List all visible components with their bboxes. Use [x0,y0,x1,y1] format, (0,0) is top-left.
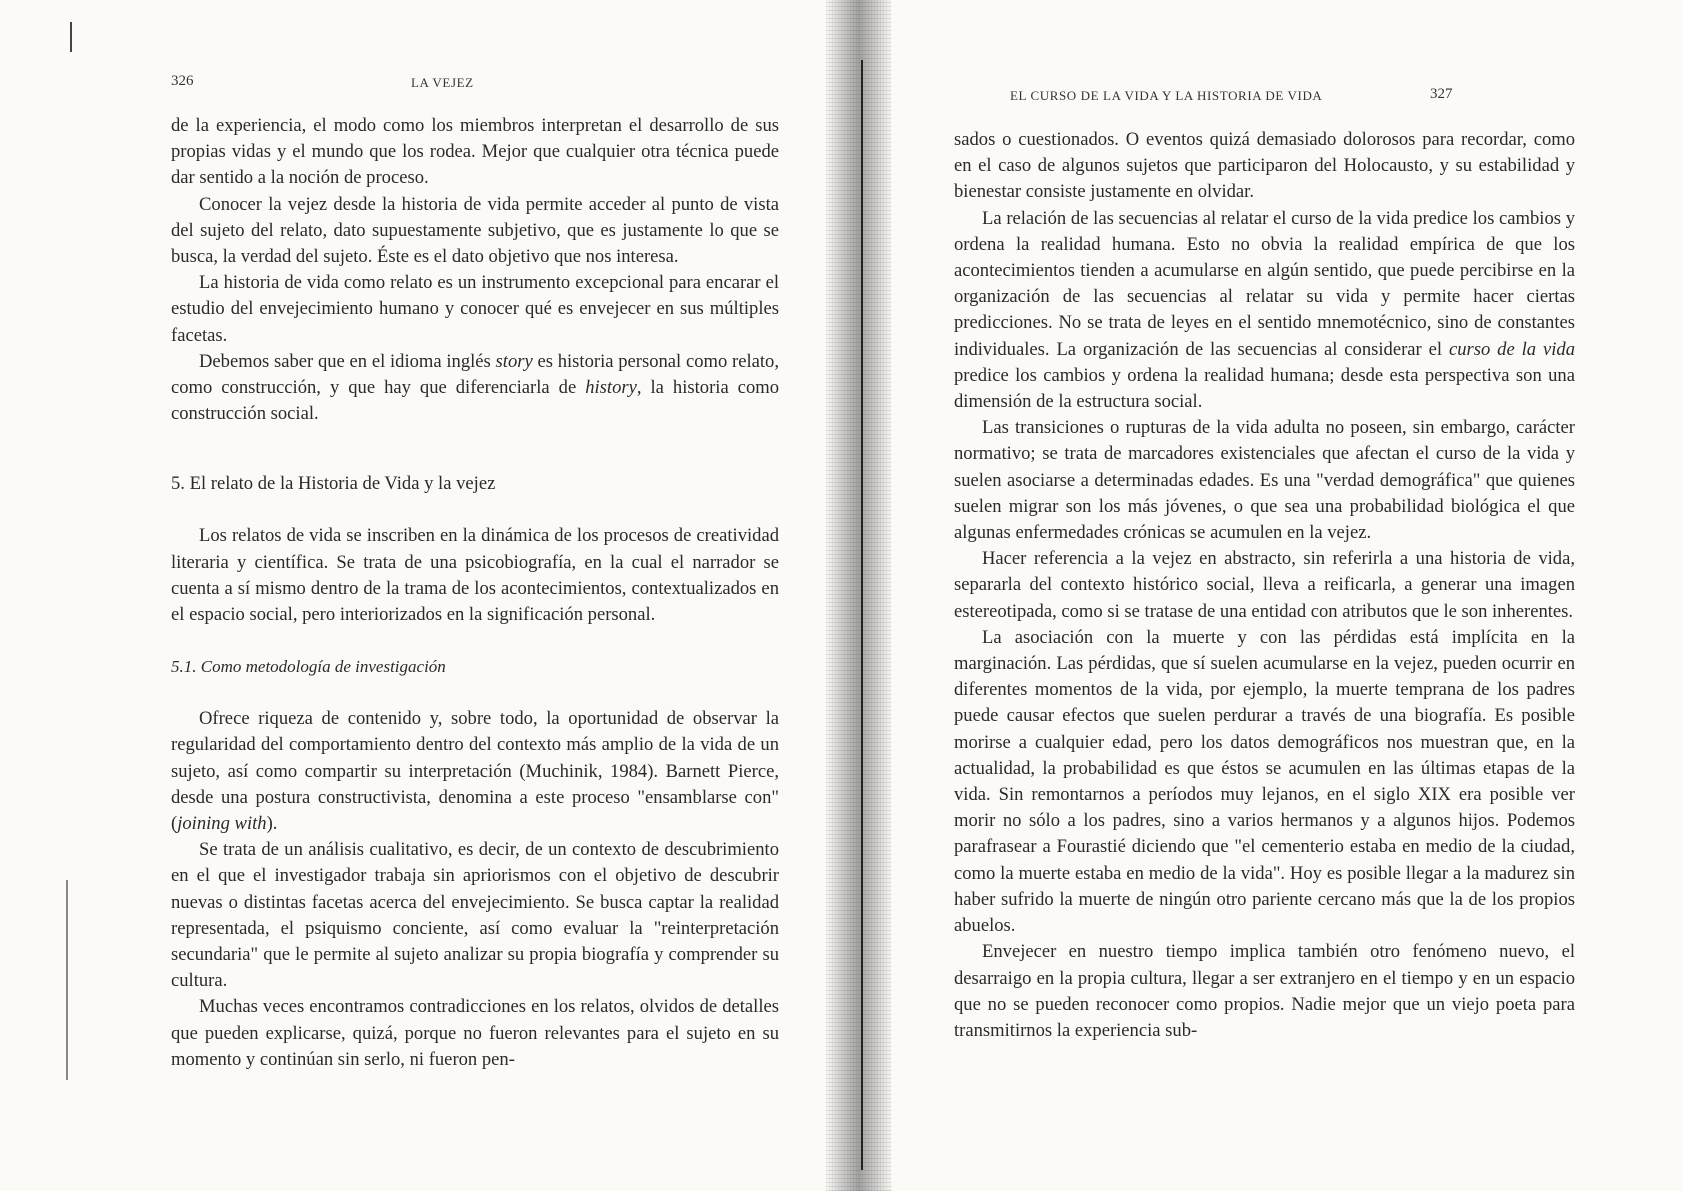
italic-term: story [495,350,533,372]
paragraph: Se trata de un análisis cualitativo, es decir, de un contexto de descubrimiento en el que el investigador trabaja sin apriorismos con el objetivo de descubrir nuevas o distintas facetas acerca del envejecimiento. Se busca captar la realidad representada, el psiquismo conciente, así como evaluar la "reinterpretación secundaria" que le permite al sujeto analizar su propia biografía y comprender su cultura. [171,839,779,992]
paragraph: La relación de las secuencias al relatar el curso de la vida predice los cambios y ordena la realidad humana. Esto no obvia la realidad empírica de que los acontecimientos tienden a acumularse en algún sentido, que puede percibirse en la organización de las secuencias al relatar su vida y permite hacer ciertas predicciones. No se trata de leyes en el sentido mnemotécnico, sino de constantes individuales. La organización de las secuencias al considerar el curso de la vida predice los cambios y ordena la realidad humana; desde esta perspectiva son una dimensión de la estructura social. [954,207,1575,413]
left-text-column [171,113,779,1073]
subsection-heading: 5.1. Como metodología de investigación [171,657,446,677]
paragraph: de la experiencia, el modo como los miembros interpretan el desarrollo de sus propias vidas y el mundo que los rodea. Mejor que cualquier otra técnica puede dar sentido a la noción de proceso. [171,115,779,189]
right-page [860,0,1683,1191]
paragraph: Envejecer en nuestro tiempo implica también otro fenómeno nuevo, el desarraigo en la propia cultura, llegar a ser extranjero en el tiempo y en un espacio que no se pueden reconocer como propios. Nadie mejor que un viejo poeta para transmitirnos la experiencia sub- [954,941,1575,1041]
page-number-right: 327 [1430,86,1453,102]
left-page [0,0,840,1191]
paragraph: La asociación con la muerte y con las pérdidas está implícita en la marginación. Las pérdidas, que sí suelen acumularse en la vejez, pueden ocurrir en diferentes momentos de la vida, por ejemplo, la muerte temprana de los padres puede causar efectos que suelen perdurar a través de una biografía. Es posible morirse a cualquier edad, pero los datos demográficos nos muestran que, en la actualidad, la probabilidad es que éstos se acumulen en las últimas etapas de la vida. Sin remontarnos a períodos muy lejanos, en el siglo XIX era posible ver morir no sólo a los padres, sino a varios hermanos y a algunos hijos. Podemos parafrasear a Fourastié diciendo que "el cementerio estaba en medio de la ciudad, como la muerte estaba en medio de la vida". Hoy es posible llegar a la madurez sin haber sufrido la muerte de ningún otro pariente cercano más que la de los propios abuelos. [954,626,1575,937]
paragraph: La historia de vida como relato es un instrumento excepcional para encarar el estudio del envejecimiento humano y conocer qué es envejecer en sus múltiples facetas. [171,272,779,346]
paragraph: Conocer la vejez desde la historia de vida permite acceder al punto de vista del sujeto del relato, dato supuestamente subjetivo, que es justamente lo que se busca, la verdad del sujeto. Éste es el dato objetivo que nos interesa. [171,193,779,268]
scan-mark [66,880,68,1080]
paragraph: sados o cuestionados. O eventos quizá demasiado dolorosos para recordar, como en el caso de algunos sujetos que participaron del Holocausto, y su estabilidad y bienestar consiste justamente en olvidar. [954,129,1575,203]
running-head-left: LA VEJEZ [411,75,474,90]
paragraph: Los relatos de vida se inscriben en la dinámica de los procesos de creatividad literaria y científica. Se trata de una psicobiografía, en la cual el narrador se cuenta a sí mismo dentro de la trama de los acontecimientos, contextualizados en el espacio social, pero interiorizados en la significación personal. [171,525,779,626]
paragraph: Muchas veces encontramos contradicciones en los relatos, olvidos de detalles que pueden explicarse, quizá, porque no fueron relevantes para el sujeto en su momento y continúan sin serlo, ni fueron pen- [171,996,779,1070]
scan-mark [70,22,72,52]
running-head-right: EL CURSO DE LA VIDA Y LA HISTORIA DE VIDA [1010,88,1323,103]
italic-term: history [585,377,637,399]
page-number-left: 326 [171,73,194,89]
italic-term: curso de la vida [1448,338,1575,360]
paragraph: Debemos saber que en el idioma inglés story es historia personal como relato, como construcción, y que hay que diferenciarla de history, la historia como construcción social. [171,350,779,425]
right-text-column [954,127,1575,1044]
paragraph: Las transiciones o rupturas de la vida adulta no poseen, sin embargo, carácter normativo; se trata de marcadores existenciales que afectan el curso de la vida y suelen asociarse a determinadas edades. Es una "verdad demográfica" que quienes suelen migrar son los más jóvenes, o que sea una probabilidad biológica el que algunas enfermedades crónicas se acumulen en la vejez. [954,417,1575,544]
paragraph: Ofrece riqueza de contenido y, sobre todo, la oportunidad de observar la regularidad del comportamiento dentro del contexto más amplio de la vida de un sujeto, así como compartir su interpretación (Muchinik, 1984). Barnett Pierce, desde una postura constructivista, denomina a este proceso "ensamblarse con" (joining with). [171,708,779,835]
paragraph: Hacer referencia a la vejez en abstracto, sin referirla a una historia de vida, separarla del contexto histórico social, lleva a reificarla, a generar una imagen estereotipada, como si se tratase de una entidad con atributos que le son inherentes. [954,548,1575,622]
section-heading: 5. El relato de la Historia de Vida y la vejez [171,473,496,495]
italic-term: joining with [177,813,267,835]
